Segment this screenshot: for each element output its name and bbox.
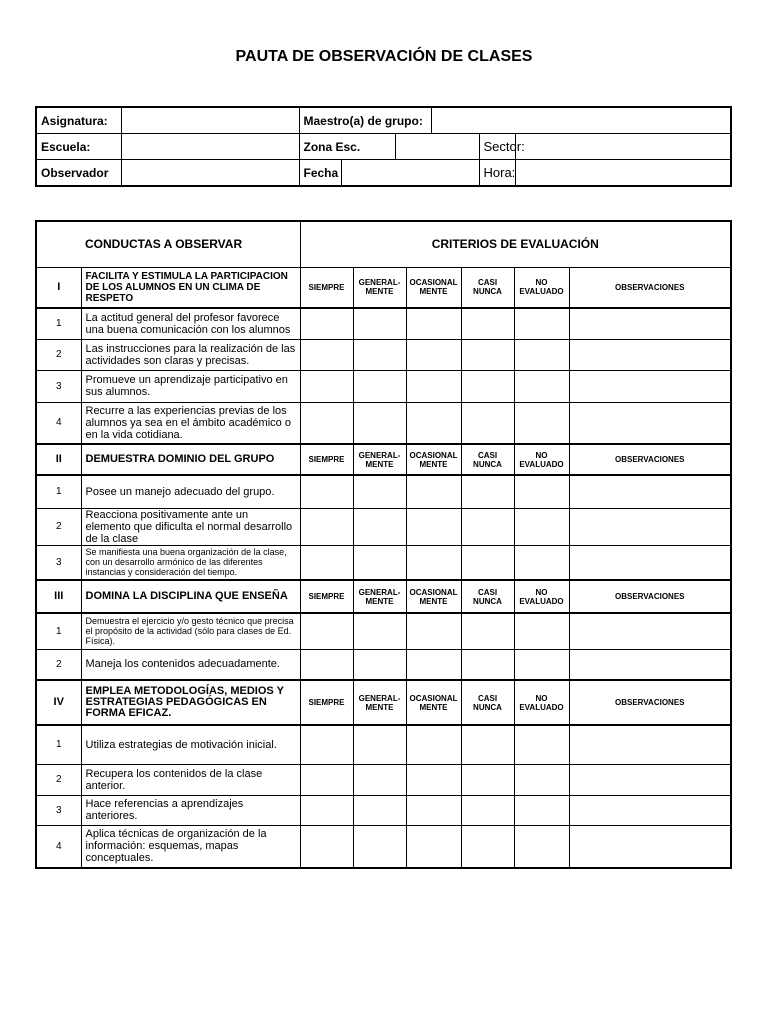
- asignatura-label: Asignatura:: [36, 107, 121, 134]
- evaluation-cell[interactable]: [406, 649, 461, 680]
- evaluation-cell[interactable]: [514, 764, 569, 795]
- evaluation-cell[interactable]: [569, 402, 731, 444]
- section-number: IV: [36, 680, 81, 725]
- criteria-column-header: SIEMPRE: [300, 680, 353, 725]
- section-title: EMPLEA METODOLOGÍAS, MEDIOS Y ESTRATEGIAS PEDAGÓGICAS EN FORMA EFICAZ.: [81, 680, 300, 725]
- sector-label: Sector:: [479, 134, 515, 160]
- item-text: Promueve un aprendizaje participativo en sus alumnos.: [81, 370, 300, 402]
- criteria-column-header: CASI NUNCA: [461, 267, 514, 308]
- item-number: 3: [36, 370, 81, 402]
- evaluation-cell[interactable]: [300, 825, 353, 868]
- evaluation-cell[interactable]: [514, 795, 569, 825]
- table-row: [36, 795, 731, 825]
- evaluation-cell[interactable]: [353, 725, 406, 764]
- evaluation-cell[interactable]: [406, 370, 461, 402]
- table-row: [36, 339, 731, 370]
- evaluation-cell[interactable]: [353, 308, 406, 339]
- evaluation-cell[interactable]: [353, 545, 406, 580]
- escuela-label: Escuela:: [36, 134, 121, 160]
- evaluation-cell[interactable]: [461, 649, 514, 680]
- criteria-column-header: GENERAL- MENTE: [353, 444, 406, 475]
- criteria-column-header: GENERAL- MENTE: [353, 267, 406, 308]
- evaluation-cell[interactable]: [514, 508, 569, 545]
- item-text: Recurre a las experiencias previas de los alumnos ya sea en el ámbito académico o en la vida cotidiana.: [81, 402, 300, 444]
- criteria-column-header: GENERAL- MENTE: [353, 680, 406, 725]
- evaluation-cell[interactable]: [569, 339, 731, 370]
- section-title: DEMUESTRA DOMINIO DEL GRUPO: [81, 444, 300, 475]
- section-header-row: [36, 580, 731, 613]
- evaluation-cell[interactable]: [569, 725, 731, 764]
- table-header-row: [36, 221, 731, 267]
- table-row: [36, 649, 731, 680]
- evaluation-cell[interactable]: [300, 649, 353, 680]
- criteria-column-header: CASI NUNCA: [461, 680, 514, 725]
- evaluation-cell[interactable]: [406, 795, 461, 825]
- table-row: [36, 370, 731, 402]
- criteria-column-header: CASI NUNCA: [461, 444, 514, 475]
- evaluation-cell[interactable]: [461, 475, 514, 508]
- item-number: 2: [36, 508, 81, 545]
- evaluation-cell[interactable]: [569, 764, 731, 795]
- evaluation-cell[interactable]: [461, 613, 514, 649]
- evaluation-cell[interactable]: [461, 370, 514, 402]
- item-text: Las instrucciones para la realización de las actividades son claras y precisas.: [81, 339, 300, 370]
- criteria-column-header: SIEMPRE: [300, 580, 353, 613]
- item-text: Recupera los contenidos de la clase anterior.: [81, 764, 300, 795]
- evaluation-cell[interactable]: [514, 545, 569, 580]
- evaluation-cell[interactable]: [406, 825, 461, 868]
- table-row: [36, 825, 731, 868]
- evaluation-cell[interactable]: [300, 475, 353, 508]
- evaluation-cell[interactable]: [353, 795, 406, 825]
- evaluation-cell[interactable]: [406, 764, 461, 795]
- evaluation-cell[interactable]: [353, 764, 406, 795]
- item-number: 2: [36, 339, 81, 370]
- evaluation-cell[interactable]: [300, 402, 353, 444]
- criteria-column-header: NO EVALUADO: [514, 680, 569, 725]
- evaluation-cell[interactable]: [514, 402, 569, 444]
- criteria-column-header: OBSERVACIONES: [569, 680, 731, 725]
- evaluation-cell[interactable]: [353, 649, 406, 680]
- criteria-column-header: OCASIONAL MENTE: [406, 267, 461, 308]
- evaluation-cell[interactable]: [300, 764, 353, 795]
- item-text: Se manifiesta una buena organización de la clase, con un desarrollo armónico de las diferentes instancias y consideración del tiempo.: [81, 545, 300, 580]
- table-row: [36, 725, 731, 764]
- section-number: II: [36, 444, 81, 475]
- evaluation-cell[interactable]: [300, 725, 353, 764]
- evaluation-cell[interactable]: [406, 475, 461, 508]
- evaluation-cell[interactable]: [514, 825, 569, 868]
- evaluation-cell[interactable]: [514, 649, 569, 680]
- evaluation-cell[interactable]: [461, 339, 514, 370]
- evaluation-cell[interactable]: [569, 508, 731, 545]
- item-number: 2: [36, 764, 81, 795]
- evaluation-cell[interactable]: [514, 475, 569, 508]
- evaluation-cell[interactable]: [514, 370, 569, 402]
- evaluation-cell[interactable]: [353, 825, 406, 868]
- evaluation-cell[interactable]: [461, 825, 514, 868]
- sector-field[interactable]: [515, 134, 731, 160]
- criteria-column-header: CASI NUNCA: [461, 580, 514, 613]
- evaluation-cell[interactable]: [300, 308, 353, 339]
- evaluation-cell[interactable]: [461, 764, 514, 795]
- evaluation-cell[interactable]: [406, 308, 461, 339]
- criteria-column-header: OCASIONAL MENTE: [406, 580, 461, 613]
- criteria-column-header: OBSERVACIONES: [569, 267, 731, 308]
- evaluation-cell[interactable]: [461, 725, 514, 764]
- evaluation-cell[interactable]: [569, 613, 731, 649]
- criteria-column-header: OCASIONAL MENTE: [406, 680, 461, 725]
- evaluation-cell[interactable]: [569, 370, 731, 402]
- item-text: Hace referencias a aprendizajes anteriores.: [81, 795, 300, 825]
- maestro-label: Maestro(a) de grupo:: [299, 107, 431, 134]
- section-number: I: [36, 267, 81, 308]
- evaluation-cell[interactable]: [461, 545, 514, 580]
- criteria-column-header: SIEMPRE: [300, 444, 353, 475]
- evaluation-cell[interactable]: [569, 545, 731, 580]
- section-number: III: [36, 580, 81, 613]
- fecha-field[interactable]: [341, 160, 479, 187]
- section-header-row: [36, 680, 731, 725]
- item-number: 4: [36, 402, 81, 444]
- section-title: FACILITA Y ESTIMULA LA PARTICIPACION DE LOS ALUMNOS EN UN CLIMA DE RESPETO: [81, 267, 300, 308]
- evaluation-cell[interactable]: [569, 825, 731, 868]
- evaluation-cell[interactable]: [569, 795, 731, 825]
- criteria-column-header: GENERAL- MENTE: [353, 580, 406, 613]
- criteria-column-header: NO EVALUADO: [514, 580, 569, 613]
- evaluation-cell[interactable]: [514, 308, 569, 339]
- evaluation-cell[interactable]: [300, 508, 353, 545]
- evaluation-cell[interactable]: [353, 370, 406, 402]
- item-number: 4: [36, 825, 81, 868]
- observation-table: [35, 220, 732, 869]
- evaluation-cell[interactable]: [406, 613, 461, 649]
- evaluation-cell[interactable]: [406, 402, 461, 444]
- criteria-column-header: OCASIONAL MENTE: [406, 444, 461, 475]
- criteria-column-header: NO EVALUADO: [514, 444, 569, 475]
- item-text: Aplica técnicas de organización de la información: esquemas, mapas conceptuales.: [81, 825, 300, 868]
- item-number: 1: [36, 725, 81, 764]
- item-number: 1: [36, 308, 81, 339]
- item-text: Demuestra el ejercicio y/o gesto técnico que precisa el propósito de la actividad (sólo para clases de Ed. Física).: [81, 613, 300, 649]
- item-number: 2: [36, 649, 81, 680]
- evaluation-cell[interactable]: [461, 308, 514, 339]
- item-text: La actitud general del profesor favorece una buena comunicación con los alumnos: [81, 308, 300, 339]
- table-row: [36, 308, 731, 339]
- maestro-field[interactable]: [431, 107, 731, 134]
- header-info-table: [35, 106, 732, 187]
- table-row: [36, 508, 731, 545]
- item-number: 1: [36, 613, 81, 649]
- evaluation-cell[interactable]: [406, 725, 461, 764]
- observador-label: Observador: [36, 160, 121, 187]
- evaluation-cell[interactable]: [300, 339, 353, 370]
- evaluation-cell[interactable]: [300, 795, 353, 825]
- section-title: DOMINA LA DISCIPLINA QUE ENSEÑA: [81, 580, 300, 613]
- evaluation-cell[interactable]: [461, 402, 514, 444]
- section-header-row: [36, 267, 731, 308]
- table-row: [36, 402, 731, 444]
- item-text: Utiliza estrategias de motivación inicial.: [81, 725, 300, 764]
- evaluation-cell[interactable]: [353, 475, 406, 508]
- item-number: 1: [36, 475, 81, 508]
- evaluation-cell[interactable]: [569, 649, 731, 680]
- evaluation-cell[interactable]: [353, 613, 406, 649]
- item-text: Maneja los contenidos adecuadamente.: [81, 649, 300, 680]
- evaluation-cell[interactable]: [406, 339, 461, 370]
- zona-field[interactable]: [395, 134, 479, 160]
- criteria-column-header: OBSERVACIONES: [569, 580, 731, 613]
- conductas-header: CONDUCTAS A OBSERVAR: [36, 221, 300, 267]
- evaluation-cell[interactable]: [406, 545, 461, 580]
- evaluation-cell[interactable]: [353, 508, 406, 545]
- hora-label: Hora:: [479, 160, 515, 187]
- asignatura-field[interactable]: [121, 107, 299, 134]
- evaluation-cell[interactable]: [300, 370, 353, 402]
- item-text: Reacciona positivamente ante un elemento que dificulta el normal desarrollo de la clase: [81, 508, 300, 545]
- observador-field[interactable]: [121, 160, 299, 187]
- table-row: [36, 613, 731, 649]
- evaluation-cell[interactable]: [300, 613, 353, 649]
- evaluation-cell[interactable]: [514, 339, 569, 370]
- escuela-field[interactable]: [121, 134, 299, 160]
- item-number: 3: [36, 795, 81, 825]
- evaluation-cell[interactable]: [569, 308, 731, 339]
- criterios-header: CRITERIOS DE EVALUACIÓN: [300, 221, 731, 267]
- fecha-label: Fecha: [299, 160, 341, 187]
- evaluation-cell[interactable]: [461, 795, 514, 825]
- criteria-column-header: SIEMPRE: [300, 267, 353, 308]
- hora-field[interactable]: [515, 160, 731, 187]
- evaluation-cell[interactable]: [353, 339, 406, 370]
- evaluation-cell[interactable]: [406, 508, 461, 545]
- evaluation-cell[interactable]: [300, 545, 353, 580]
- evaluation-cell[interactable]: [514, 725, 569, 764]
- table-row: [36, 475, 731, 508]
- table-row: [36, 545, 731, 580]
- zona-label: Zona Esc.: [299, 134, 395, 160]
- criteria-column-header: NO EVALUADO: [514, 267, 569, 308]
- evaluation-cell[interactable]: [569, 475, 731, 508]
- item-number: 3: [36, 545, 81, 580]
- section-header-row: [36, 444, 731, 475]
- table-row: [36, 764, 731, 795]
- evaluation-cell[interactable]: [514, 613, 569, 649]
- evaluation-cell[interactable]: [461, 508, 514, 545]
- page-title: PAUTA DE OBSERVACIÓN DE CLASES: [235, 48, 533, 65]
- item-text: Posee un manejo adecuado del grupo.: [81, 475, 300, 508]
- criteria-column-header: OBSERVACIONES: [569, 444, 731, 475]
- evaluation-cell[interactable]: [353, 402, 406, 444]
